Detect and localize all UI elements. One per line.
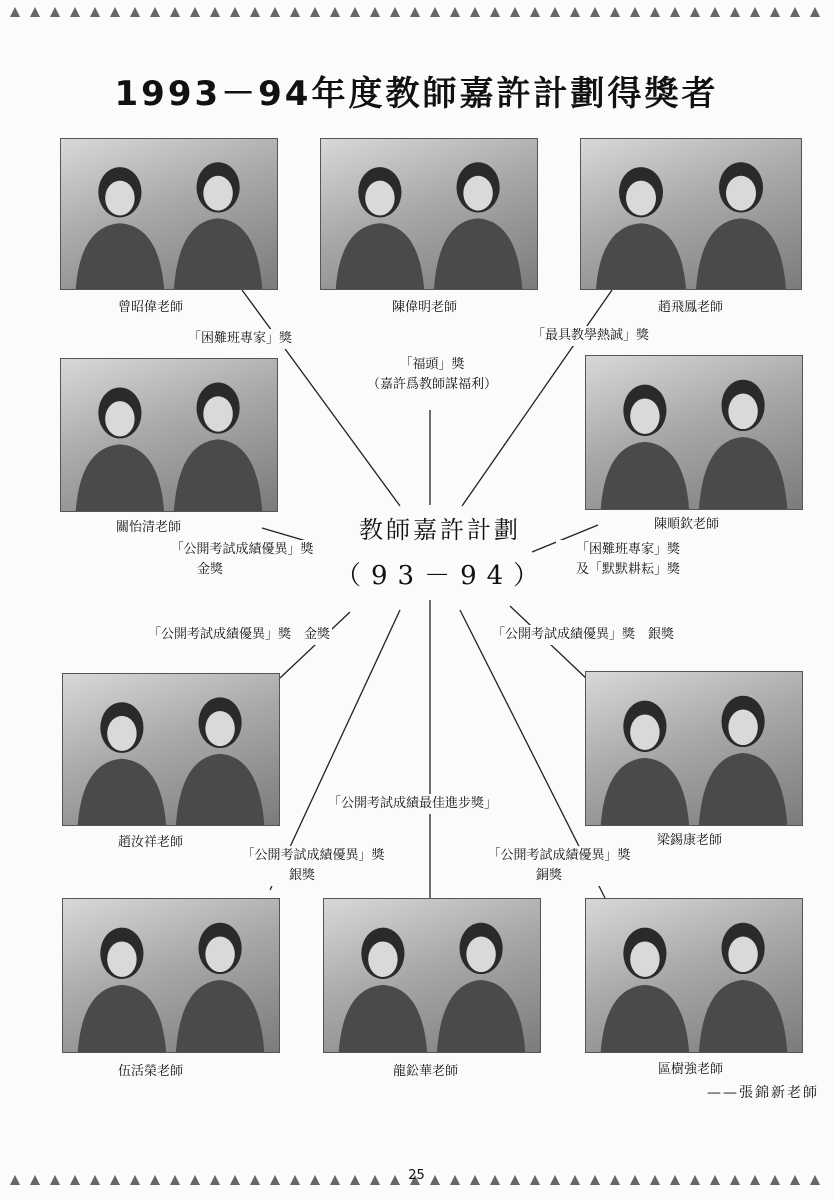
award-line: 金獎 — [196, 562, 223, 577]
scheme-title: 教師嘉許計劃 — [359, 516, 521, 544]
photo-silhouettes — [63, 674, 279, 825]
person-face — [630, 398, 659, 434]
award-line: 「最具教學熱誠」獎 — [532, 328, 650, 343]
author-credit: ——張錦新老師 — [707, 1085, 819, 1101]
award-line: 「公開考試成績優異」獎 — [487, 848, 631, 863]
photo-silhouettes — [586, 672, 802, 825]
page-number: 25 — [408, 1168, 425, 1183]
award-label — [218, 846, 408, 886]
photo-silhouettes — [321, 139, 537, 289]
person-body — [434, 218, 522, 289]
teacher-name: 關怡清老師 — [116, 520, 182, 535]
teacher-name: 區樹強老師 — [658, 1062, 724, 1077]
page-title: 1993－94年度教師嘉許計劃得獎者 — [114, 74, 719, 114]
person-body — [601, 985, 689, 1052]
award-label — [352, 355, 512, 395]
award-label — [530, 326, 651, 346]
teacher-name: 伍活榮老師 — [118, 1064, 184, 1079]
award-line: （嘉許爲教師謀福利） — [366, 377, 497, 392]
photo-teacher-10 — [585, 898, 803, 1053]
person-body — [176, 754, 264, 825]
award-label — [326, 794, 499, 814]
teacher-name: 陳偉明老師 — [392, 300, 458, 315]
person-body — [76, 444, 164, 511]
photo-silhouettes — [61, 359, 277, 511]
person-body — [699, 753, 787, 825]
person-body — [174, 218, 262, 289]
award-label — [464, 846, 654, 886]
person-face — [728, 394, 757, 430]
person-body — [176, 980, 264, 1052]
photo-teacher-2 — [320, 138, 538, 290]
person-face — [205, 711, 234, 746]
teacher-name: 趙汝祥老師 — [118, 835, 184, 850]
award-line: 「福頭」獎 — [399, 357, 465, 372]
teacher-name: 趙飛鳳老師 — [658, 300, 724, 315]
person-body — [596, 223, 686, 289]
person-body — [336, 223, 424, 289]
award-label — [490, 625, 676, 645]
photo-silhouettes — [586, 899, 802, 1052]
photo-silhouettes — [586, 356, 802, 509]
person-face — [630, 714, 659, 750]
person-body — [76, 223, 164, 289]
person-body — [339, 985, 427, 1052]
person-face — [728, 710, 757, 746]
award-line: 及「默默耕耘」獎 — [575, 562, 680, 577]
photo-teacher-6 — [62, 673, 280, 826]
person-body — [699, 980, 787, 1052]
person-face — [365, 181, 394, 216]
person-face — [463, 176, 492, 211]
award-line: 「困難班專家」獎 — [188, 331, 293, 346]
person-body — [601, 758, 689, 825]
person-body — [174, 439, 262, 511]
person-body — [78, 759, 166, 825]
photo-silhouettes — [61, 139, 277, 289]
photo-teacher-1 — [60, 138, 278, 290]
person-face — [107, 716, 136, 751]
person-body — [78, 985, 166, 1052]
person-body — [699, 437, 787, 509]
teacher-name: 陳順欽老師 — [654, 517, 720, 532]
photo-teacher-8 — [62, 898, 280, 1053]
photo-teacher-3 — [580, 138, 802, 290]
award-label — [146, 540, 338, 580]
person-face — [107, 941, 136, 977]
award-line: 「公開考試成績優異」獎 — [170, 542, 314, 557]
award-line: 「困難班專家」獎 — [575, 542, 680, 557]
photo-teacher-4 — [60, 358, 278, 512]
person-face — [630, 941, 659, 977]
person-face — [728, 937, 757, 973]
person-face — [105, 181, 134, 216]
photo-teacher-9 — [323, 898, 541, 1053]
award-label — [186, 329, 294, 349]
person-body — [601, 442, 689, 509]
person-face — [105, 401, 134, 436]
person-face — [368, 941, 397, 977]
photo-silhouettes — [324, 899, 540, 1052]
photo-teacher-7 — [585, 671, 803, 826]
photo-silhouettes — [581, 139, 801, 289]
award-label — [146, 625, 332, 645]
person-body — [696, 218, 786, 289]
award-line: 「公開考試成績優異」獎 金獎 — [148, 627, 331, 642]
person-face — [205, 937, 234, 973]
person-face — [626, 181, 656, 216]
award-line: 「公開考試成績優異」獎 銀獎 — [492, 627, 675, 642]
person-face — [466, 937, 495, 973]
person-face — [726, 176, 756, 211]
photo-teacher-5 — [585, 355, 803, 510]
teacher-name: 曾昭偉老師 — [118, 300, 184, 315]
photo-silhouettes — [63, 899, 279, 1052]
scheme-year: （93－94） — [335, 561, 550, 591]
award-label — [556, 540, 700, 580]
person-face — [203, 176, 232, 211]
person-face — [203, 396, 232, 431]
teacher-name: 梁錫康老師 — [657, 833, 723, 848]
teacher-name: 龍鈆華老師 — [393, 1064, 459, 1079]
award-line: 「公開考試成績優異」獎 — [241, 848, 385, 863]
award-line: 銀獎 — [288, 868, 315, 883]
award-line: 銅獎 — [535, 868, 562, 883]
person-body — [437, 980, 525, 1052]
award-line: 「公開考試成績最佳進步獎」 — [328, 796, 498, 811]
